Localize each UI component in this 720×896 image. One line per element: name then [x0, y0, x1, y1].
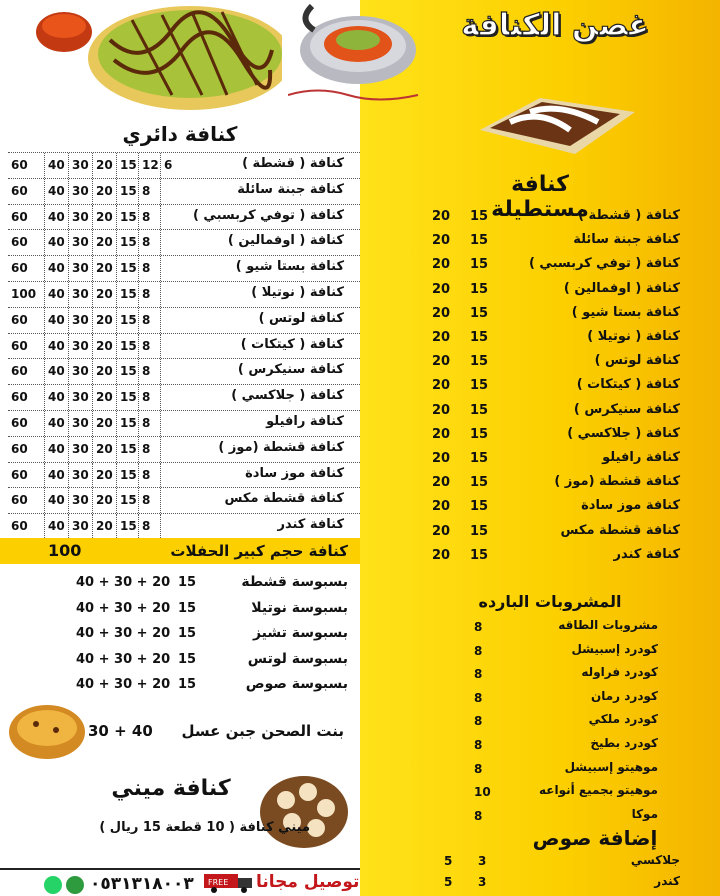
rect-row	[400, 303, 688, 328]
rect-row	[400, 521, 688, 546]
rect-small-price: 15	[470, 257, 489, 273]
round-price-cell: 30	[68, 488, 92, 513]
rect-item-name: كنافة سنيكرس )	[573, 401, 680, 417]
round-price-cell: 20	[92, 488, 116, 513]
round-table-row	[8, 462, 360, 488]
rect-row	[400, 327, 688, 352]
round-price-cell: 20	[92, 153, 116, 178]
round-price-cell: 20	[92, 230, 116, 255]
rect-small-price: 15	[470, 305, 489, 321]
rect-large-price: 20	[432, 281, 451, 297]
round-price-cell: 15	[116, 488, 138, 513]
round-price-cell: 20	[92, 359, 116, 384]
round-table-row	[8, 255, 360, 281]
round-item-name: كنافة قشطة مكس	[224, 491, 344, 507]
round-price-cell	[160, 514, 178, 538]
rect-item-name: كنافة قشطة (موز )	[554, 474, 680, 490]
rect-large-price: 20	[432, 257, 451, 273]
rect-item-name: كنافة رافيلو	[602, 450, 680, 465]
round-price-cell	[160, 256, 178, 281]
rect-row	[400, 351, 688, 376]
basbousa-price: 15	[178, 575, 197, 590]
round-price-cell: 30	[68, 463, 92, 488]
rect-item-name: كنافة ( كيتكات )	[576, 377, 680, 393]
round-price-cell	[160, 230, 178, 255]
drink-name: كودرد فراوله	[581, 665, 658, 680]
round-price-cell: 6	[160, 153, 178, 178]
rect-row	[400, 424, 688, 449]
round-price-cell: 15	[116, 437, 138, 462]
rect-row	[400, 375, 688, 400]
rectangle-kunafa-image	[470, 78, 640, 160]
round-price-cell: 60	[11, 364, 28, 379]
drink-price: 8	[474, 667, 483, 682]
basbousa-price: 15	[178, 600, 197, 616]
round-section-title: كنافة دائري	[122, 122, 238, 146]
rect-item-name: كنافة ( جلاكسي )	[567, 425, 680, 441]
round-table-row	[8, 487, 360, 513]
round-price-cell: 60	[11, 338, 28, 353]
round-price-cell: 60	[11, 183, 28, 198]
rect-small-price: 15	[470, 547, 489, 563]
basbousa-name: بسبوسة نوتيلا	[251, 599, 348, 616]
round-price-cell: 15	[116, 308, 138, 333]
round-price-cell: 30	[68, 308, 92, 333]
round-row-prices	[8, 385, 178, 410]
round-price-cell: 60	[11, 493, 28, 508]
round-item-name: كنافة رافيلو	[266, 413, 344, 429]
drink-price: 8	[474, 620, 483, 634]
round-price-cell: 40	[44, 205, 68, 230]
party-size-label: كنافة حجم كبير الحفلات	[170, 542, 348, 560]
round-item-name: كنافة ( قشطة )	[242, 156, 344, 171]
round-item-name: كنافة بستا شيو )	[235, 259, 344, 275]
round-price-cell: 15	[116, 205, 138, 230]
round-row-prices	[8, 153, 178, 178]
round-item-name: كنافة ( نوتيلا )	[251, 284, 344, 300]
round-price-cell: 15	[116, 282, 138, 307]
drink-row	[400, 663, 688, 687]
drink-price: 10	[474, 785, 491, 800]
drink-name: موهيتو بجميع أنواعه	[539, 783, 658, 798]
round-price-cell	[160, 334, 178, 359]
round-item-name: كنافة كندر	[277, 517, 344, 533]
drink-row	[400, 758, 688, 782]
rect-row	[400, 230, 688, 255]
sauce-large-price: 5	[444, 875, 453, 889]
rect-large-price: 20	[432, 305, 451, 321]
round-price-cell	[160, 437, 178, 462]
basbousa-row	[8, 651, 348, 677]
drink-row	[400, 616, 688, 640]
round-price-cell: 60	[11, 390, 28, 405]
round-row-prices	[8, 205, 178, 230]
round-row-prices	[8, 308, 178, 333]
round-table-row	[8, 281, 360, 307]
round-price-cell: 60	[11, 415, 28, 430]
round-price-cell: 15	[116, 153, 138, 178]
round-price-cell: 8	[138, 463, 160, 488]
round-price-cell: 30	[68, 179, 92, 204]
round-table-row	[8, 229, 360, 255]
round-price-cell: 60	[11, 312, 28, 327]
rect-large-price: 20	[432, 547, 451, 563]
round-row-prices	[8, 256, 178, 281]
round-price-cell	[160, 385, 178, 410]
rect-row	[400, 254, 688, 279]
rect-small-price: 15	[470, 402, 489, 418]
round-price-cell: 8	[138, 488, 160, 513]
round-price-cell: 20	[92, 282, 116, 307]
rect-row	[400, 448, 688, 473]
round-price-cell: 8	[138, 282, 160, 307]
round-item-name: كنافة قشطة (موز )	[218, 439, 344, 455]
round-price-cell	[160, 488, 178, 513]
round-table-row	[8, 333, 360, 359]
party-size-price: 100	[48, 541, 82, 560]
drink-name: كودرد ملكي	[588, 712, 658, 727]
round-row-prices	[8, 334, 178, 359]
rect-small-price: 15	[470, 354, 489, 370]
rect-small-price: 15	[470, 475, 489, 491]
rect-row	[400, 206, 688, 231]
round-price-cell: 40	[44, 308, 68, 333]
round-item-name: كنافة موز سادة	[245, 465, 344, 481]
round-price-cell: 30	[68, 205, 92, 230]
round-price-cell: 20	[92, 334, 116, 359]
rect-item-name: كنافة بستا شيو )	[571, 304, 680, 320]
round-price-cell	[160, 179, 178, 204]
round-price-cell: 60	[11, 261, 28, 276]
round-price-cell: 60	[11, 519, 28, 534]
drink-price: 8	[474, 761, 483, 776]
sauce-section-title: إضافة صوص	[532, 826, 658, 850]
round-price-cell: 12	[138, 153, 160, 178]
basbousa-row	[8, 574, 348, 600]
sauce-name: جلاكسي	[630, 853, 680, 867]
round-price-cell: 15	[116, 256, 138, 281]
basbousa-large-prices: 40 + 30 + 20	[76, 575, 171, 590]
sauce-row	[400, 873, 688, 893]
rect-small-price: 15	[470, 330, 489, 345]
bint-sahn-price: 30 + 40	[88, 722, 153, 740]
round-price-cell: 30	[68, 411, 92, 436]
round-price-cell	[160, 463, 178, 488]
drink-row	[400, 781, 688, 805]
rect-item-name: كنافة ( نوتيلا )	[587, 329, 680, 344]
rect-item-name: كنافة ( قشطة )	[578, 208, 680, 223]
round-table-row	[8, 436, 360, 462]
round-kunafa-image	[22, 0, 282, 115]
round-table-row	[8, 384, 360, 410]
round-table-row	[8, 358, 360, 384]
round-price-cell: 8	[138, 256, 160, 281]
round-price-cell: 8	[138, 308, 160, 333]
round-price-cell	[160, 282, 178, 307]
rect-row	[400, 472, 688, 497]
round-price-cell: 8	[138, 230, 160, 255]
round-item-name: كنافة سنيكرس )	[237, 362, 344, 378]
rect-item-name: كنافة موز سادة	[581, 498, 680, 514]
basbousa-price: 15	[178, 677, 197, 692]
round-table-row	[8, 410, 360, 436]
round-price-cell: 60	[11, 467, 28, 482]
rect-large-price: 20	[432, 378, 451, 394]
round-row-prices	[8, 437, 178, 462]
round-price-cell: 30	[68, 230, 92, 255]
round-price-cell: 20	[92, 463, 116, 488]
phone-icon	[66, 876, 84, 894]
rect-large-price: 20	[432, 499, 451, 515]
mini-description: ميني كنافة ( 10 قطعة 15 ريال )	[99, 820, 310, 835]
basbousa-row	[8, 676, 348, 702]
drinks-section-title: المشروبات البارده	[478, 592, 622, 611]
rect-large-price: 20	[432, 233, 451, 249]
mini-section-title: كنافة ميني	[111, 776, 231, 801]
round-price-cell: 20	[92, 514, 116, 538]
rect-small-price: 15	[470, 426, 489, 442]
drink-name: مشروبات الطاقه	[558, 618, 658, 632]
basbousa-name: بسبوسة قشطة	[241, 574, 348, 590]
round-price-cell: 100	[11, 286, 37, 301]
rect-small-price: 15	[470, 281, 489, 297]
round-price-cell: 8	[138, 359, 160, 384]
rect-section-title: كنافة مستطيلة	[491, 172, 589, 222]
rect-item-name: كنافة ( اوفمالين )	[563, 280, 680, 296]
round-row-prices	[8, 488, 178, 513]
rect-item-name: كنافة قشطة مكس	[560, 522, 680, 538]
round-item-name: كنافة ( جلاكسي )	[231, 388, 344, 404]
free-delivery-label: توصيل مجانا	[256, 872, 360, 892]
basbousa-price: 15	[178, 651, 197, 667]
drink-name: موكا	[631, 806, 658, 821]
rect-small-price: 15	[470, 451, 489, 466]
round-table-row	[8, 204, 360, 230]
round-price-cell	[160, 411, 178, 436]
round-price-cell: 15	[116, 463, 138, 488]
rect-item-name: كنافة كندر	[613, 546, 680, 562]
round-price-cell: 20	[92, 437, 116, 462]
round-price-cell: 20	[92, 385, 116, 410]
bint-sahn-label: بنت الصحن جبن عسل	[181, 722, 344, 740]
round-price-cell: 40	[44, 230, 68, 255]
free-badge-text: FREE	[208, 878, 229, 887]
bint-sahn-image	[6, 700, 88, 762]
rect-small-price: 15	[470, 233, 489, 249]
round-price-cell: 40	[44, 153, 68, 178]
party-size-bar	[0, 538, 360, 564]
round-price-cell: 40	[44, 437, 68, 462]
basbousa-large-prices: 40 + 30 + 20	[76, 651, 171, 667]
round-price-cell: 40	[44, 179, 68, 204]
basbousa-name: بسبوسة لوتس	[247, 650, 348, 667]
round-price-cell: 8	[138, 411, 160, 436]
drink-price: 8	[474, 714, 483, 729]
basbousa-name: بسبوسة صوص	[245, 676, 348, 692]
round-price-cell	[160, 359, 178, 384]
round-price-cell: 40	[44, 282, 68, 307]
rect-large-price: 20	[432, 426, 451, 442]
basbousa-row	[8, 625, 348, 651]
drink-price: 8	[474, 738, 483, 752]
kunafa-plate-image	[288, 0, 420, 112]
basbousa-large-prices: 40 + 30 + 20	[76, 677, 171, 692]
rect-small-price: 15	[470, 378, 489, 394]
round-price-cell: 30	[68, 282, 92, 307]
rect-large-price: 20	[432, 330, 451, 345]
rect-large-price: 20	[432, 354, 451, 370]
drink-row	[400, 640, 688, 664]
round-price-cell: 40	[44, 359, 68, 384]
rect-large-price: 20	[432, 209, 451, 224]
rect-item-name: كنافة جبنة سائلة	[573, 232, 680, 248]
rect-row	[400, 400, 688, 425]
round-price-cell: 8	[138, 179, 160, 204]
rect-item-name: كنافة لوتس )	[594, 353, 680, 369]
round-price-cell: 15	[116, 334, 138, 359]
rect-item-name: كنافة ( توفي كربسبي )	[528, 256, 680, 272]
drink-row	[400, 687, 688, 711]
round-item-name: كنافة ( كيتكات )	[240, 336, 344, 352]
sauce-large-price: 5	[444, 854, 453, 868]
rect-large-price: 20	[432, 523, 451, 539]
round-price-cell: 15	[116, 359, 138, 384]
round-price-cell: 40	[44, 463, 68, 488]
rect-row	[400, 496, 688, 521]
round-price-cell: 30	[68, 334, 92, 359]
round-price-cell: 15	[116, 179, 138, 204]
round-price-cell: 20	[92, 179, 116, 204]
round-price-cell: 40	[44, 385, 68, 410]
round-price-cell: 40	[44, 488, 68, 513]
round-price-cell: 8	[138, 437, 160, 462]
rect-large-price: 20	[432, 451, 451, 466]
sauce-row	[400, 852, 688, 872]
rect-small-price: 15	[470, 523, 489, 539]
basbousa-name: بسبوسة تشيز	[252, 625, 348, 641]
round-item-name: كنافة ( اوفمالين )	[227, 233, 344, 249]
round-price-cell: 60	[11, 158, 28, 172]
whatsapp-icon	[44, 876, 62, 894]
rect-large-price: 20	[432, 402, 451, 418]
round-row-prices	[8, 514, 178, 538]
round-table-row	[8, 178, 360, 204]
round-item-name: كنافة لوتس )	[258, 310, 344, 326]
round-table-row	[8, 513, 360, 539]
round-price-cell: 40	[44, 256, 68, 281]
round-row-prices	[8, 359, 178, 384]
sauce-small-price: 3	[478, 854, 487, 868]
delivery-truck-icon	[202, 872, 254, 894]
round-price-cell: 30	[68, 359, 92, 384]
rect-row	[400, 279, 688, 304]
drink-price: 8	[474, 643, 483, 658]
round-price-cell: 60	[11, 235, 28, 250]
basbousa-large-prices: 40 + 30 + 20	[76, 600, 171, 616]
round-row-prices	[8, 282, 178, 307]
round-price-cell: 40	[44, 334, 68, 359]
rect-large-price: 20	[432, 475, 451, 491]
round-item-name: كنافة ( توفي كربسبي )	[192, 207, 344, 223]
round-price-cell: 30	[68, 153, 92, 178]
round-price-cell: 40	[44, 411, 68, 436]
round-item-name: كنافة جبنة سائلة	[237, 181, 344, 197]
round-row-prices	[8, 463, 178, 488]
sauce-name: كندر	[654, 874, 680, 888]
round-price-cell: 15	[116, 411, 138, 436]
drink-row	[400, 734, 688, 758]
basbousa-large-prices: 40 + 30 + 20	[76, 626, 171, 641]
round-price-cell: 40	[44, 514, 68, 538]
round-price-table	[8, 152, 360, 539]
rect-small-price: 15	[470, 499, 489, 515]
basbousa-price: 15	[178, 626, 197, 641]
round-row-prices	[8, 179, 178, 204]
mini-kunafa-image	[258, 770, 350, 850]
drink-name: كودرد رمان	[591, 688, 658, 703]
round-row-prices	[8, 411, 178, 436]
footer-divider	[0, 868, 360, 870]
drink-row	[400, 710, 688, 734]
round-price-cell: 30	[68, 256, 92, 281]
brand-title: غصن الكنافة	[461, 8, 649, 43]
round-price-cell: 60	[11, 209, 28, 224]
round-price-cell: 15	[116, 385, 138, 410]
round-price-cell: 60	[11, 441, 28, 456]
basbousa-row	[8, 600, 348, 626]
round-price-cell: 8	[138, 385, 160, 410]
drink-price: 8	[474, 690, 483, 705]
round-price-cell: 20	[92, 308, 116, 333]
drink-row	[400, 805, 688, 829]
drink-name: كودرد إسبيشل	[571, 641, 658, 656]
round-price-cell: 8	[138, 334, 160, 359]
round-price-cell: 30	[68, 437, 92, 462]
rect-row	[400, 545, 688, 570]
round-price-cell: 15	[116, 514, 138, 538]
sauce-small-price: 3	[478, 875, 487, 889]
drink-name: موهيتو إسبيشل	[564, 759, 658, 774]
phone-number[interactable]: ٠٥٣١٣١٨٠٠٣	[90, 874, 194, 894]
round-price-cell	[160, 205, 178, 230]
round-price-cell: 20	[92, 205, 116, 230]
round-price-cell: 20	[92, 411, 116, 436]
round-row-prices	[8, 230, 178, 255]
round-price-cell: 8	[138, 205, 160, 230]
round-price-cell	[160, 308, 178, 333]
round-price-cell: 30	[68, 514, 92, 538]
round-table-row	[8, 307, 360, 333]
rect-small-price: 15	[470, 209, 489, 224]
drink-name: كودرد بطيخ	[590, 736, 658, 750]
round-table-row	[8, 152, 360, 178]
round-price-cell: 15	[116, 230, 138, 255]
round-price-cell: 8	[138, 514, 160, 538]
round-price-cell: 20	[92, 256, 116, 281]
round-price-cell: 30	[68, 385, 92, 410]
drink-price: 8	[474, 808, 483, 823]
